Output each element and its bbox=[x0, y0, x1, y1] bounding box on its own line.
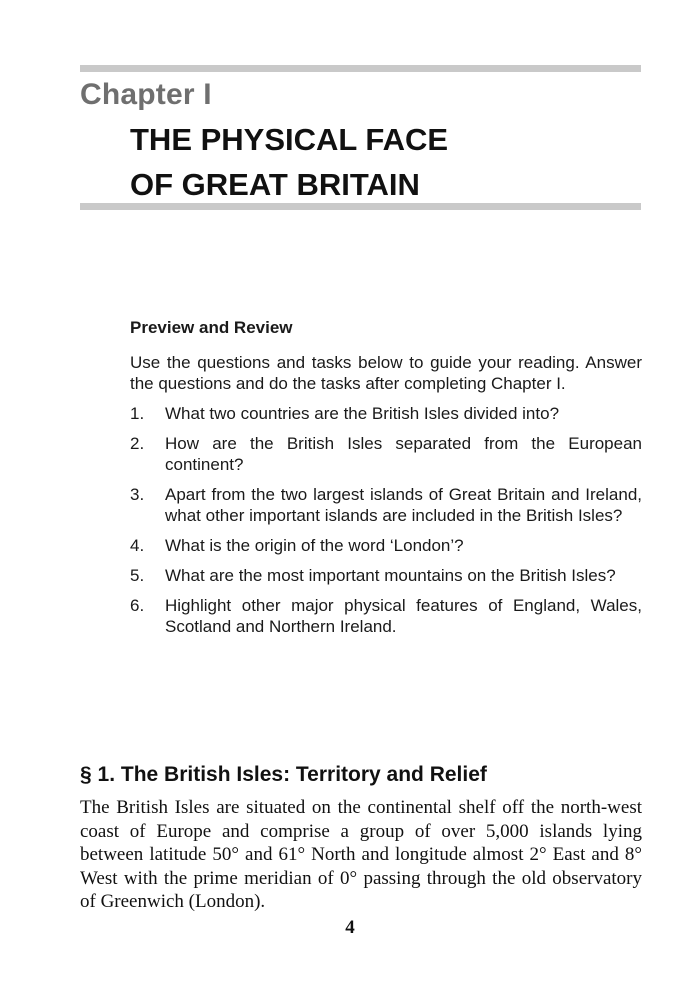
question-text: What two countries are the British Isles divided into? bbox=[165, 404, 560, 423]
preview-heading: Preview and Review bbox=[130, 318, 293, 337]
section-body: The British Isles are situated on the continental shelf off the north-west coast of Europe and comprise a group of over 5,000 islands lying between latitude 50° and 61° North and longitude almost 2° East and 8° West with the prime meridian of 0° passing through the old observatory of Greenwich (London). bbox=[80, 797, 642, 912]
chapter-label: Chapter I bbox=[80, 78, 212, 111]
question-number: 2. bbox=[130, 434, 145, 453]
chapter-title-line-1: THE PHYSICAL FACE bbox=[130, 122, 449, 157]
question-text: Apart from the two largest islands of Great Britain and Ireland, what other important islands are included in the British Isles? bbox=[165, 485, 642, 525]
question-item bbox=[130, 403, 642, 424]
question-text: Highlight other major physical features of England, Wales, Scotland and Northern Ireland. bbox=[165, 596, 642, 636]
page-number: 4 bbox=[345, 917, 355, 938]
question-number: 1. bbox=[130, 404, 145, 423]
question-item bbox=[130, 595, 642, 637]
question-item bbox=[130, 565, 642, 586]
question-item bbox=[130, 535, 642, 556]
question-number: 4. bbox=[130, 536, 145, 555]
question-number: 5. bbox=[130, 566, 145, 585]
question-list bbox=[130, 403, 642, 637]
chapter-title-line-2: OF GREAT BRITAIN bbox=[130, 167, 420, 202]
bottom-rule bbox=[80, 203, 641, 210]
question-item bbox=[130, 484, 642, 526]
preview-and-review bbox=[130, 318, 642, 646]
question-number: 6. bbox=[130, 596, 145, 615]
section-heading: § 1. The British Isles: Territory and Relief bbox=[80, 763, 487, 786]
question-item bbox=[130, 433, 642, 475]
chapter-title bbox=[130, 117, 448, 207]
question-number: 3. bbox=[130, 485, 145, 504]
question-text: What are the most important mountains on the British Isles? bbox=[165, 566, 616, 585]
preview-intro: Use the questions and tasks below to guide your reading. Answer the questions and do the tasks after completing Chapter I. bbox=[130, 353, 642, 393]
top-rule bbox=[80, 65, 641, 72]
question-text: What is the origin of the word ‘London’? bbox=[165, 536, 464, 555]
question-text: How are the British Isles separated from the European continent? bbox=[165, 434, 642, 474]
